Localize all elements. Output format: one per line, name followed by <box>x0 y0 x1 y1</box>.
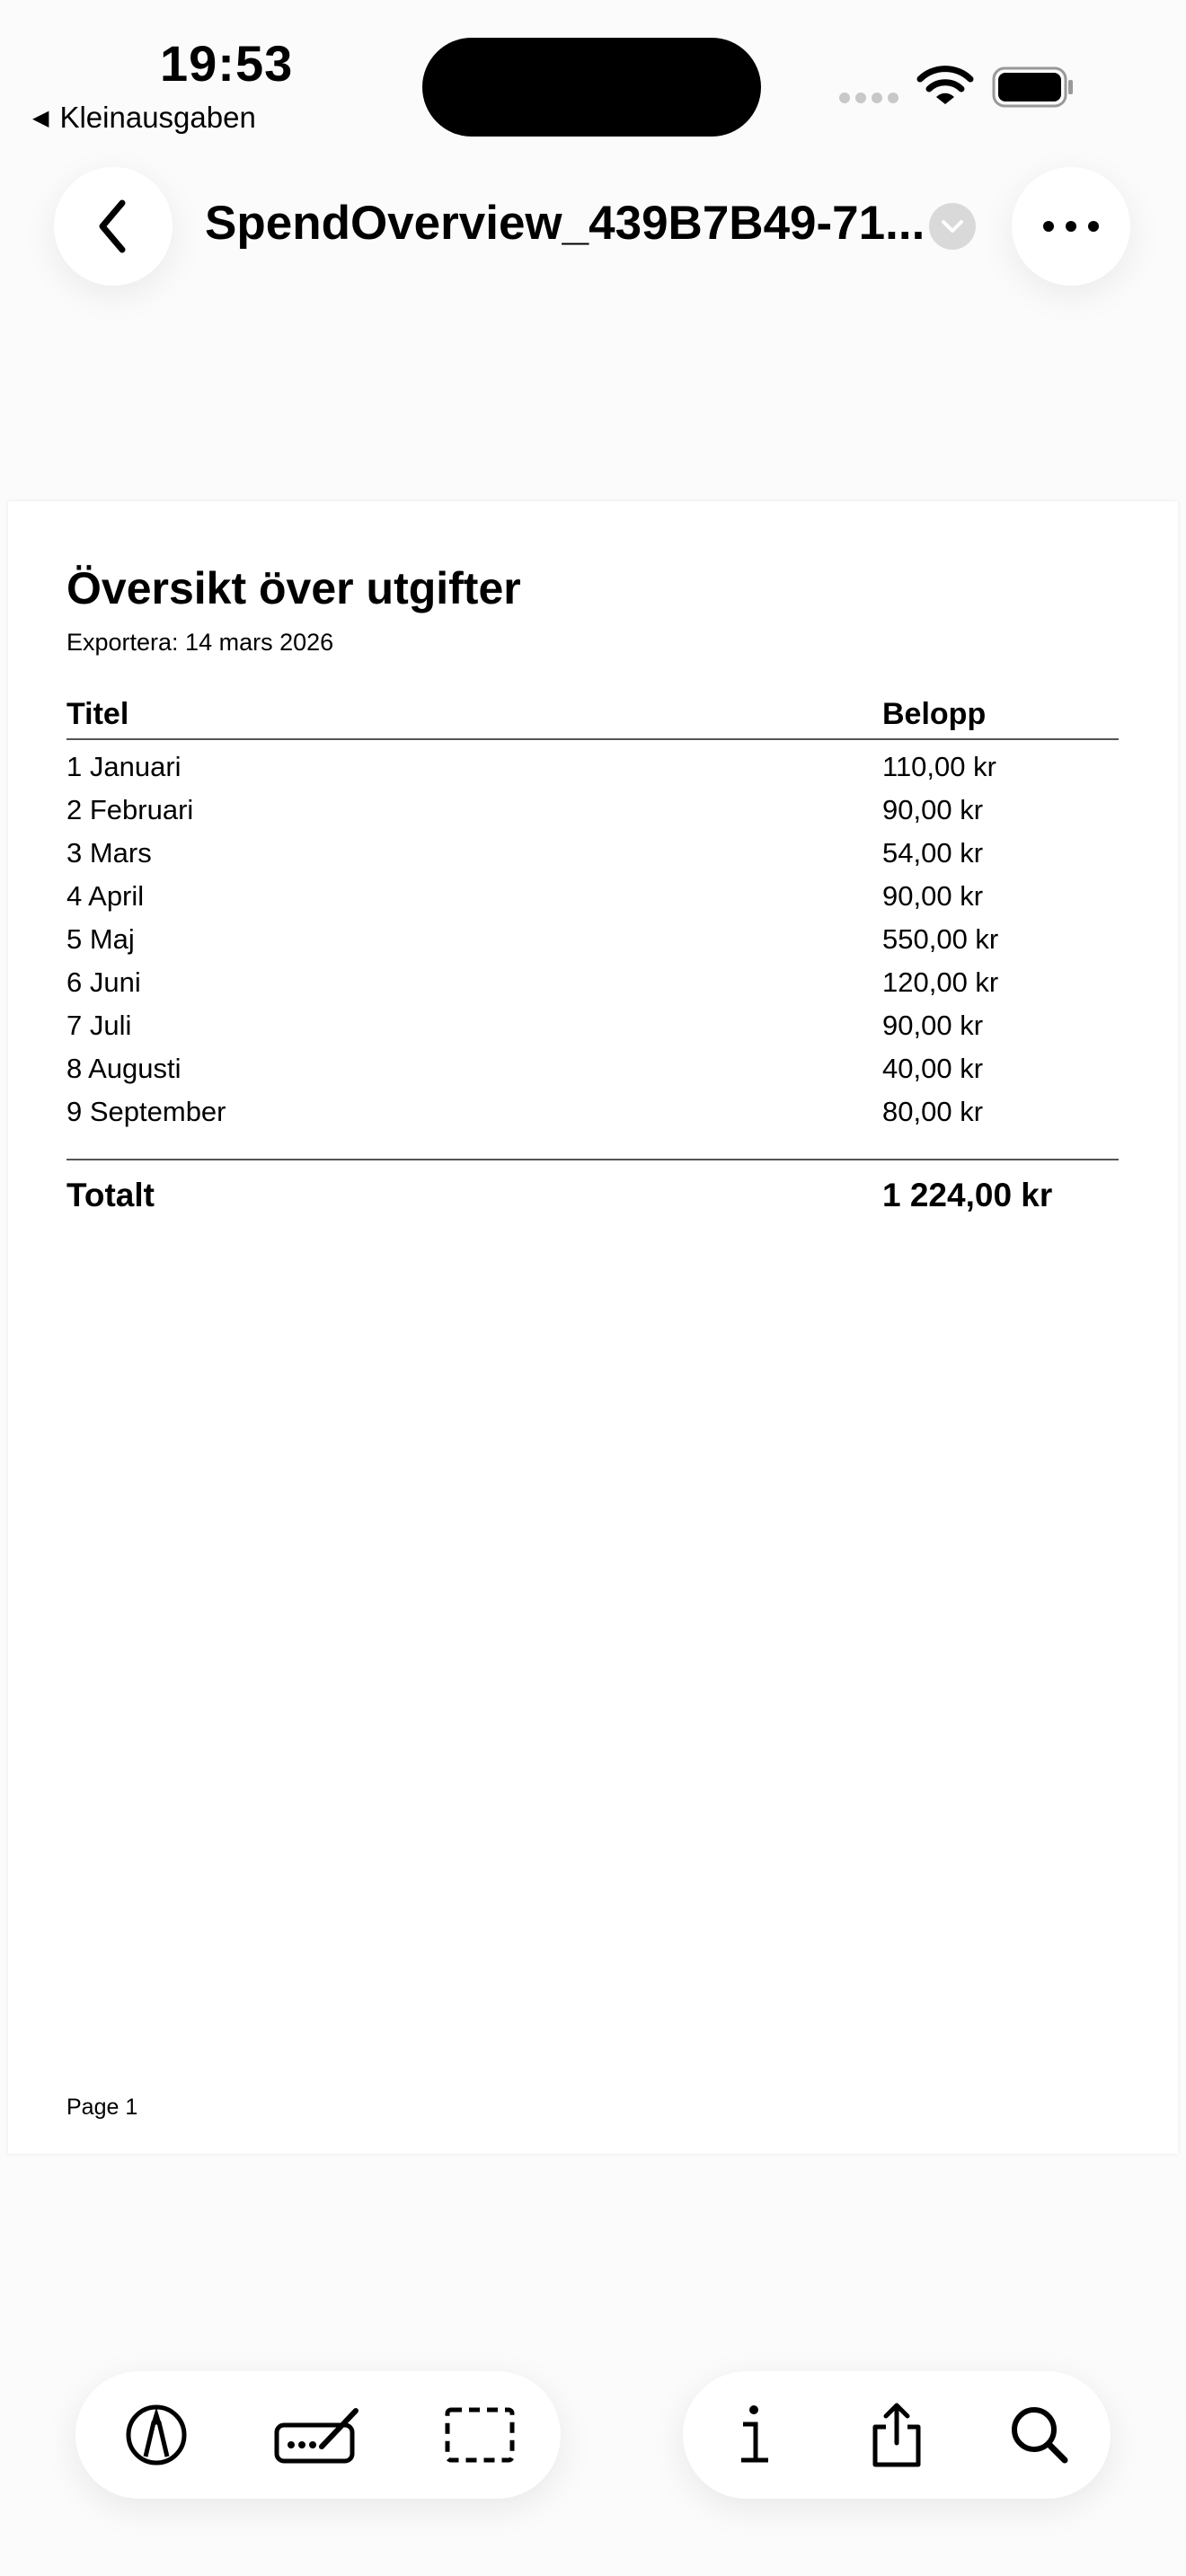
markup-button[interactable] <box>111 2390 201 2480</box>
share-button[interactable] <box>852 2390 942 2480</box>
chevron-left-icon <box>95 199 131 253</box>
table-row <box>66 916 1119 959</box>
table-row <box>66 787 1119 830</box>
markup-toolbar <box>75 2371 561 2499</box>
back-app-label: Kleinausgaben <box>59 101 256 134</box>
column-header-title: Titel <box>66 697 129 731</box>
row-amount: 54,00 kr <box>882 837 984 869</box>
more-button[interactable] <box>1012 167 1130 286</box>
header-divider <box>66 738 1119 740</box>
row-title: 4 April <box>66 880 145 912</box>
row-title: 8 Augusti <box>66 1053 181 1084</box>
document-title: Översikt över utgifter <box>66 563 521 613</box>
back-triangle-icon: ◀ <box>32 105 49 130</box>
back-to-app-link[interactable] <box>32 101 256 135</box>
wifi-icon <box>916 65 974 108</box>
table-row <box>66 959 1119 1002</box>
chevron-down-icon <box>941 218 964 234</box>
row-amount: 90,00 kr <box>882 794 984 825</box>
row-title: 1 Januari <box>66 751 181 782</box>
dynamic-island <box>422 38 761 137</box>
search-icon <box>1009 2404 1070 2466</box>
row-amount: 550,00 kr <box>882 923 999 955</box>
row-amount: 90,00 kr <box>882 880 984 912</box>
page-number: Page 1 <box>66 2095 138 2120</box>
selection-button[interactable] <box>435 2390 525 2480</box>
expense-table <box>66 744 1119 1132</box>
document-filename[interactable]: SpendOverview_439B7B49-71... <box>205 197 925 250</box>
table-row <box>66 1089 1119 1132</box>
row-amount: 120,00 kr <box>882 966 999 998</box>
table-row <box>66 1045 1119 1089</box>
total-label: Totalt <box>66 1177 155 1213</box>
markup-pen-icon <box>124 2403 189 2467</box>
row-amount: 80,00 kr <box>882 1096 984 1127</box>
document-page[interactable] <box>8 501 1178 2154</box>
row-amount: 110,00 kr <box>882 751 996 782</box>
row-title: 2 Februari <box>66 794 194 825</box>
table-row <box>66 744 1119 787</box>
document-toolbar <box>683 2371 1111 2499</box>
row-title: 9 September <box>66 1096 226 1127</box>
signature-icon <box>273 2404 363 2466</box>
total-divider <box>66 1159 1119 1160</box>
selection-icon <box>444 2406 516 2464</box>
share-icon <box>870 2402 924 2468</box>
row-title: 6 Juni <box>66 966 141 998</box>
info-icon <box>736 2404 772 2466</box>
table-row <box>66 1002 1119 1045</box>
table-row <box>66 830 1119 873</box>
signature-button[interactable] <box>273 2390 363 2480</box>
info-button[interactable] <box>709 2390 799 2480</box>
row-title: 7 Juli <box>66 1010 132 1041</box>
total-value: 1 224,00 kr <box>882 1177 1053 1213</box>
column-header-amount: Belopp <box>882 697 987 731</box>
battery-icon <box>992 66 1075 108</box>
title-menu-button[interactable] <box>929 203 976 250</box>
row-amount: 40,00 kr <box>882 1053 984 1084</box>
more-icon <box>1042 220 1100 233</box>
cellular-signal-icon <box>839 93 898 103</box>
search-button[interactable] <box>995 2390 1084 2480</box>
table-row <box>66 873 1119 916</box>
row-amount: 90,00 kr <box>882 1010 984 1041</box>
status-time: 19:53 <box>160 35 294 92</box>
row-title: 5 Maj <box>66 923 135 955</box>
export-date: Exportera: 14 mars 2026 <box>66 629 334 656</box>
row-title: 3 Mars <box>66 837 152 869</box>
back-button[interactable] <box>54 167 173 286</box>
